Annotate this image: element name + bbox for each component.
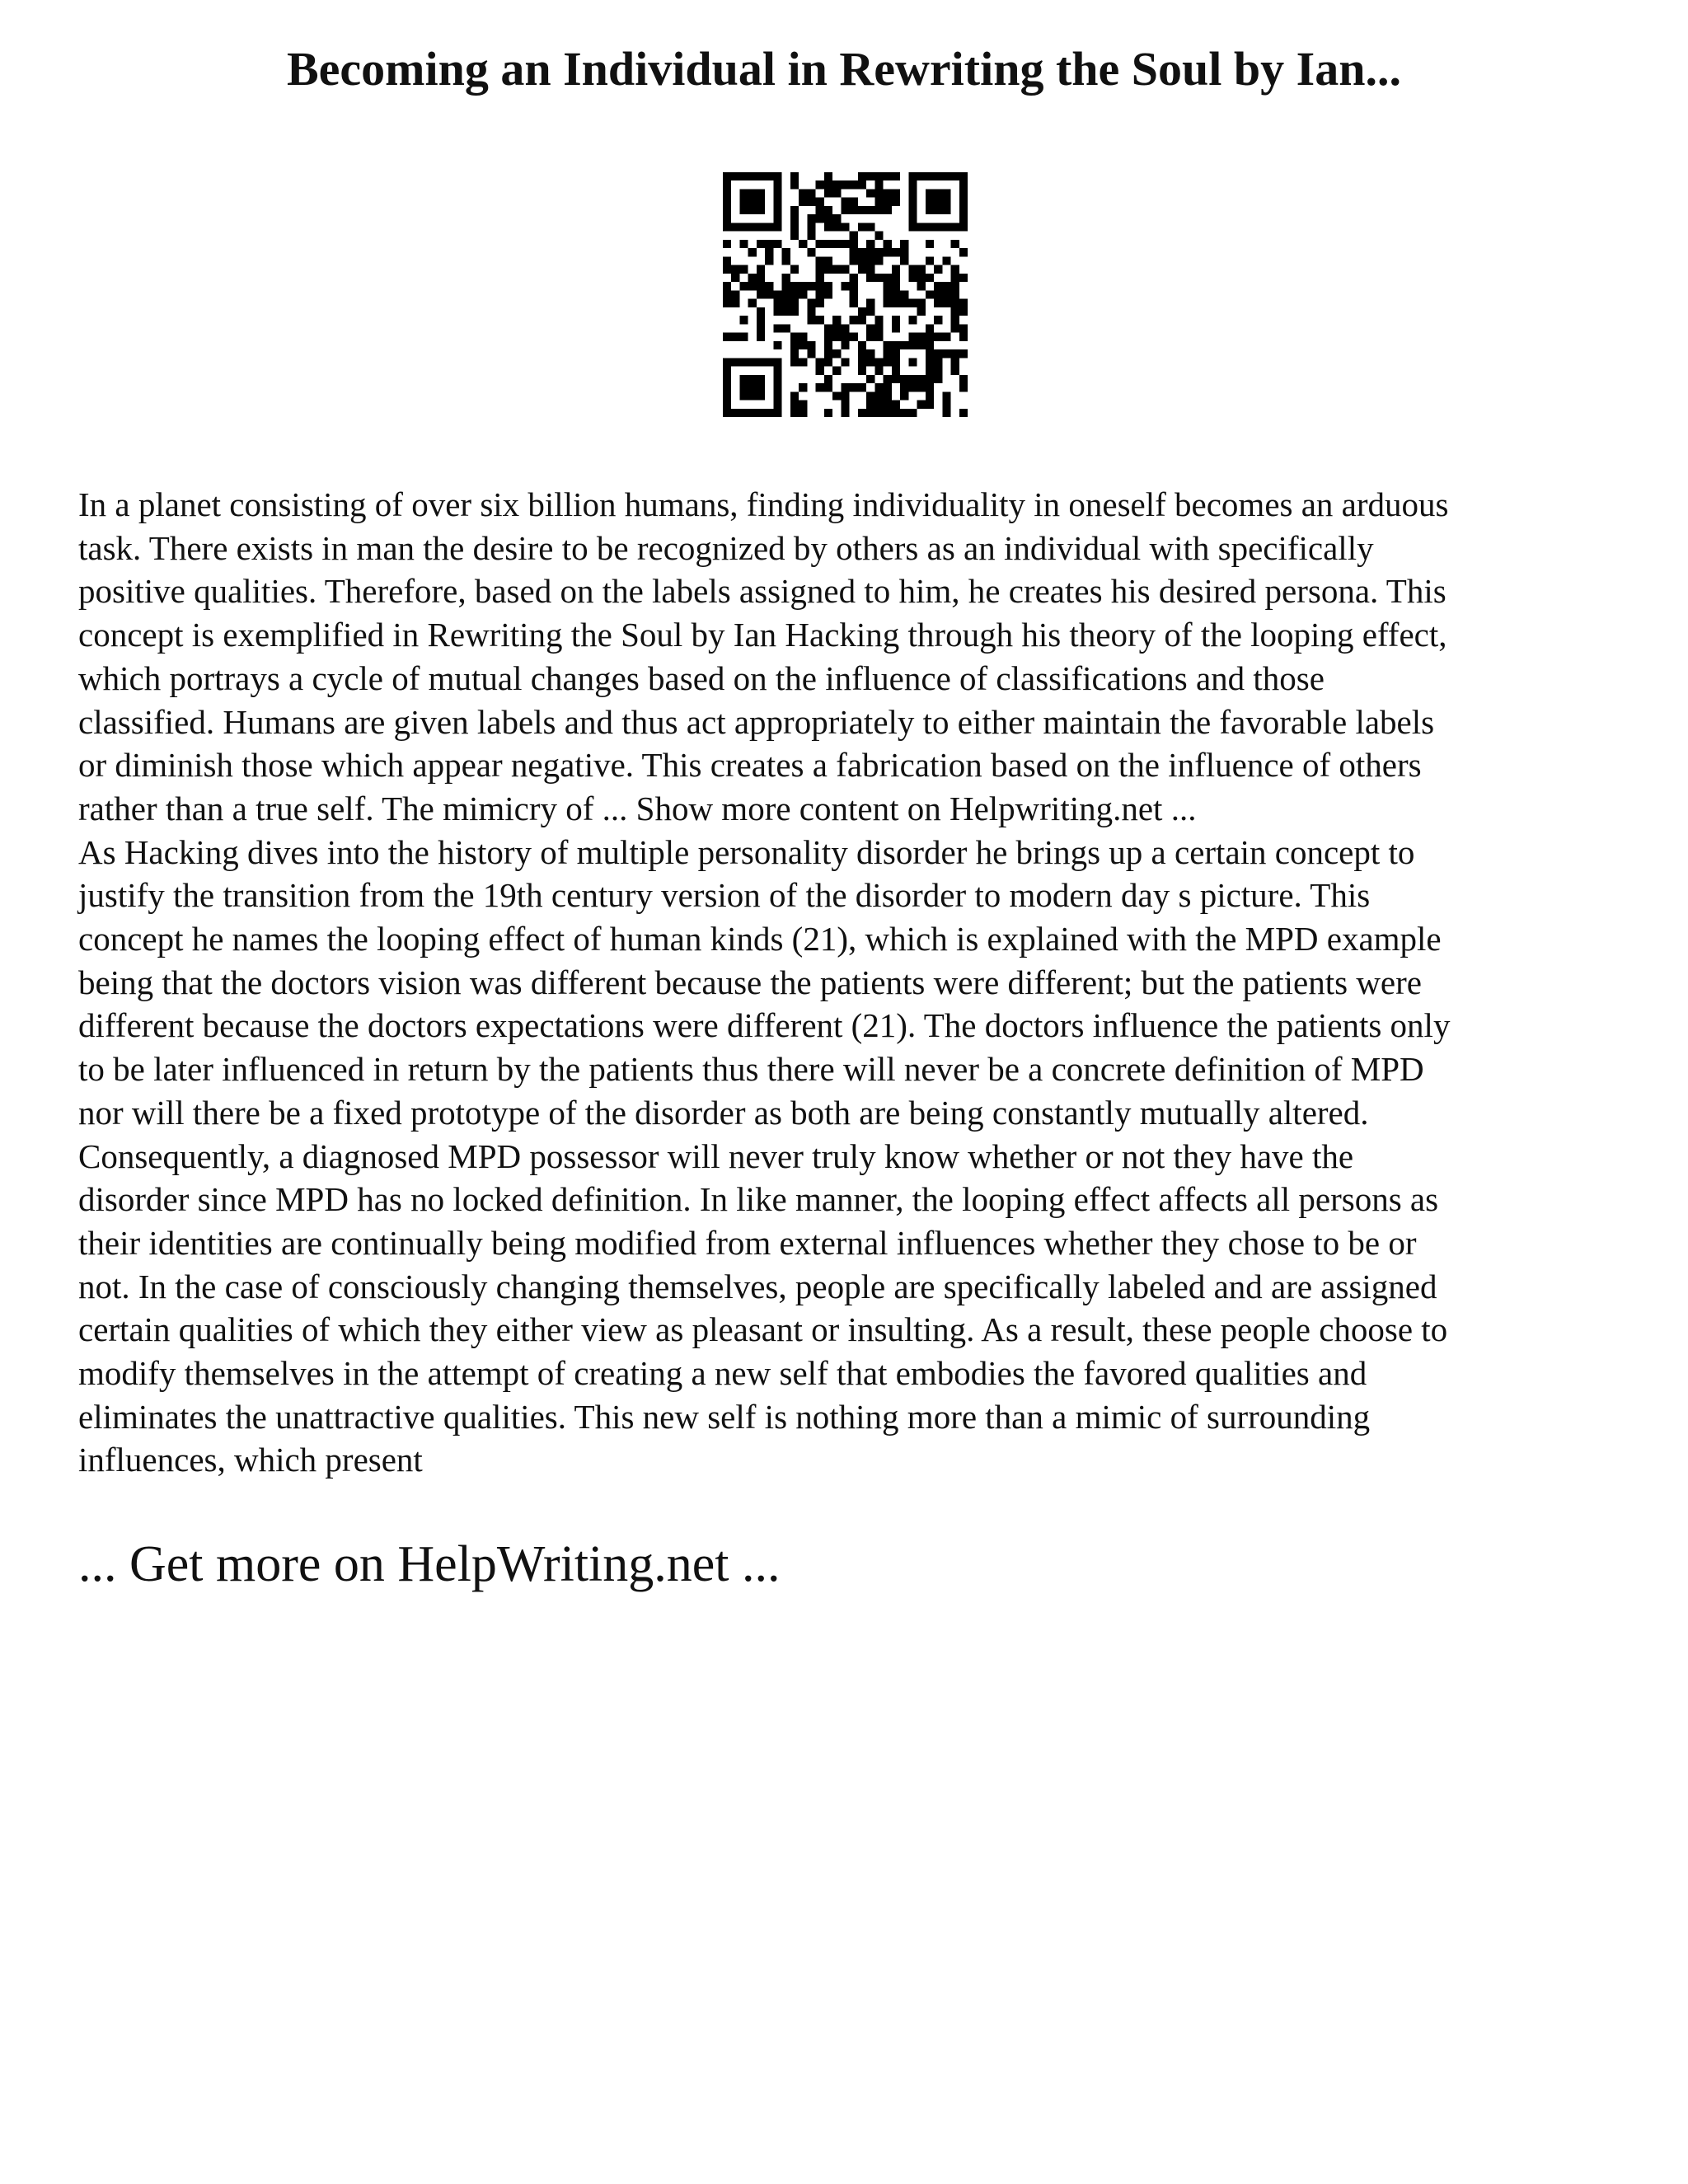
- body-text-line: justify the transition from the 19th century version of the disorder to modern day s picture. This: [78, 876, 1371, 915]
- body-text-line: positive qualities. Therefore, based on the labels assigned to him, he creates his desired persona. This: [78, 572, 1447, 611]
- body-text-line: not. In the case of consciously changing themselves, people are specifically labeled and are assigned: [78, 1267, 1437, 1305]
- article-body: [78, 483, 1620, 1482]
- body-text-line: Consequently, a diagnosed MPD possessor will never truly know whether or not they have the: [78, 1137, 1354, 1175]
- body-text-line: classified. Humans are given labels and thus act appropriately to either maintain the favorable labels: [78, 702, 1435, 741]
- body-text-line: concept is exemplified in Rewriting the Soul by Ian Hacking through his theory of the looping effect,: [78, 616, 1447, 654]
- body-text-line: nor will there be a fixed prototype of the disorder as both are being constantly mutually altered.: [78, 1093, 1369, 1132]
- body-text-line: As Hacking dives into the history of multiple personality disorder he brings up a certain concept to: [78, 832, 1415, 871]
- body-text-line: concept he names the looping effect of human kinds (21), which is explained with the MPD example: [78, 920, 1442, 958]
- qr-code-icon: [723, 172, 968, 417]
- body-text-line: task. There exists in man the desire to be recognized by others as an individual with specifically: [78, 528, 1374, 567]
- body-text-line: In a planet consisting of over six billion humans, finding individuality in oneself becomes an arduous: [78, 485, 1449, 523]
- page-title: Becoming an Individual in Rewriting the Soul by Ian...: [286, 42, 1401, 96]
- body-text-line: rather than a true self. The mimicry of ... Show more content on Helpwriting.net ...: [78, 789, 1197, 827]
- body-text-line: certain qualities of which they either view as pleasant or insulting. As a result, these people choose to: [78, 1310, 1448, 1349]
- body-text-line: modify themselves in the attempt of creating a new self that embodies the favored qualities and: [78, 1354, 1367, 1393]
- body-text-line: which portrays a cycle of mutual changes based on the influence of classifications and those: [78, 658, 1325, 697]
- body-text-line: different because the doctors expectations were different (21). The doctors influence the patients only: [78, 1006, 1451, 1045]
- get-more-link[interactable]: ... Get more on HelpWriting.net ...: [78, 1536, 781, 1592]
- body-text-line: or diminish those which appear negative. This creates a fabrication based on the influence of others: [78, 746, 1422, 785]
- body-text-line: influences, which present: [78, 1441, 423, 1479]
- body-text-line: disorder since MPD has no locked definition. In like manner, the looping effect affects all persons as: [78, 1180, 1439, 1219]
- body-text-line: their identities are continually being modified from external influences whether they chose to be or: [78, 1223, 1417, 1262]
- body-text-line: to be later influenced in return by the patients thus there will never be a concrete definition of MPD: [78, 1050, 1424, 1089]
- body-text-line: eliminates the unattractive qualities. This new self is nothing more than a mimic of surrounding: [78, 1397, 1371, 1436]
- body-text-line: being that the doctors vision was different because the patients were different; but the patients were: [78, 963, 1422, 1001]
